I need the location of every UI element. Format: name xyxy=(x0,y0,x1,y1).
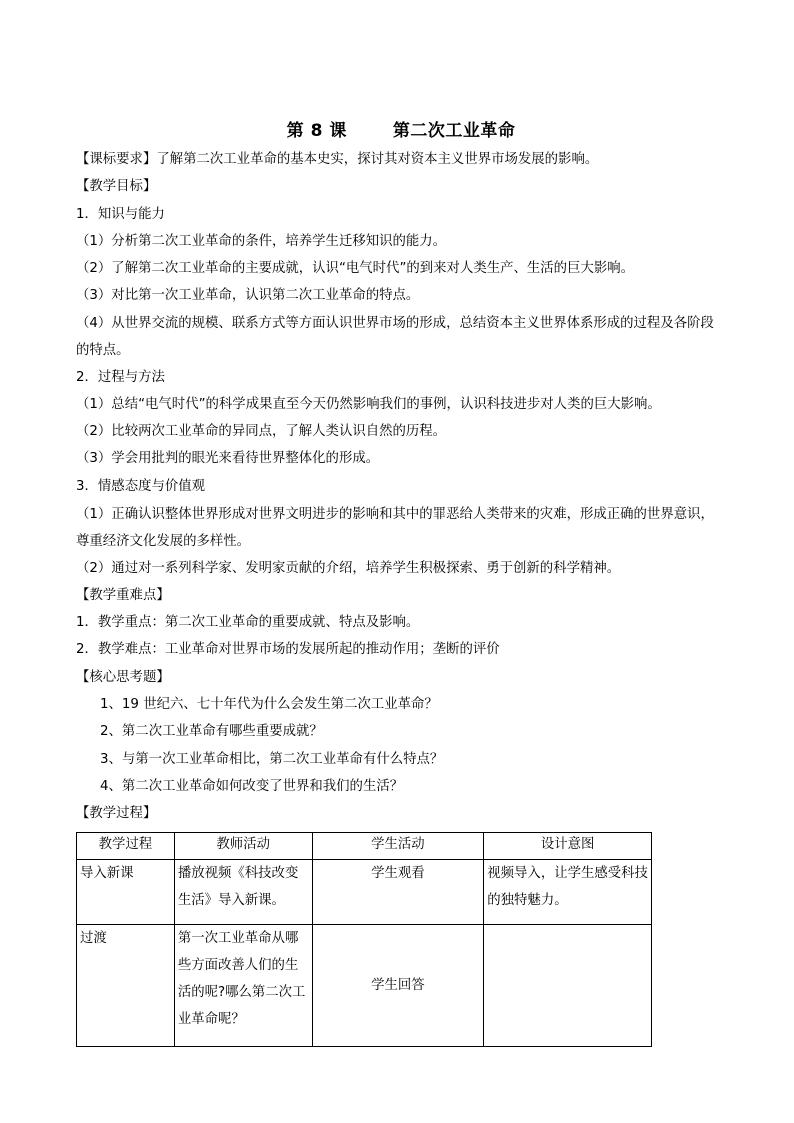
core-question-3: 3、与第一次工业革命相比，第二次工业革命有什么特点？ xyxy=(100,752,444,767)
knowledge-item-4: （4）从世界交流的规模、联系方式等方面认识世界市场的形成，总结资本主义世界体系形成的过程及各阶段的特点。 xyxy=(76,316,714,358)
row-student-activity: 学生回答 xyxy=(312,925,484,1047)
header-teacher-activity: 教师活动 xyxy=(174,833,312,860)
table-header-row xyxy=(77,833,652,860)
header-stage: 教学过程 xyxy=(77,833,175,860)
row-stage: 导入新课 xyxy=(77,860,175,925)
knowledge-item-1: （1）分析第二次工业革命的条件，培养学生迁移知识的能力。 xyxy=(76,234,447,249)
teaching-difficulty: 2．教学难点：工业革命对世界市场的发展所起的推动作用；垄断的评价 xyxy=(76,642,500,657)
row-stage: 过渡 xyxy=(77,925,175,1047)
knowledge-item-3: （3）对比第一次工业革命，认识第二次工业革命的特点。 xyxy=(76,288,420,303)
core-question-1: 1、19 世纪六、七十年代为什么会发生第二次工业革命？ xyxy=(100,697,438,712)
curriculum-standard-text: 了解第二次工业革命的基本史实，探讨其对资本主义世界市场发展的影响。 xyxy=(156,152,599,167)
knowledge-item-2: （2）了解第二次工业革命的主要成就，认识“电气时代”的到来对人类生产、生活的巨大影响。 xyxy=(76,261,635,276)
method-item-3: （3）学会用批判的眼光来看待世界整体化的形成。 xyxy=(76,451,380,466)
process-heading: 【教学过程】 xyxy=(76,806,157,821)
teaching-process-table xyxy=(76,832,652,1047)
emotion-item-1: （1）正确认识整体世界形成对世界文明进步的影响和其中的罪恶给人类带来的灾难，形成正确的世界意识，尊重经济文化发展的多样性。 xyxy=(76,507,714,549)
row-student-activity: 学生观看 xyxy=(312,860,484,925)
method-heading: 2．过程与方法 xyxy=(76,370,165,385)
row-design-purpose xyxy=(484,925,652,1047)
emotion-heading: 3．情感态度与价值观 xyxy=(76,479,206,494)
emotion-item-2: （2）通过对一系列科学家、发明家贡献的介绍，培养学生积极探索、勇于创新的科学精神。 xyxy=(76,561,621,576)
table-row xyxy=(77,860,652,925)
header-student-activity: 学生活动 xyxy=(312,833,484,860)
core-question-4: 4、第二次工业革命如何改变了世界和我们的生活？ xyxy=(100,779,404,794)
row-teacher-activity: 播放视频《科技改变生活》导入新课。 xyxy=(174,860,312,925)
row-teacher-activity: 第一次工业革命从哪些方面改善人们的生活的呢?哪么第二次工业革命呢？ xyxy=(174,925,312,1047)
method-item-2: （2）比较两次工业革命的异同点，了解人类认识自然的历程。 xyxy=(76,424,447,439)
header-design-purpose: 设计意图 xyxy=(484,833,652,860)
curriculum-standard-label: 【课标要求】 xyxy=(76,152,157,167)
goals-heading: 【教学目标】 xyxy=(76,179,157,194)
row-design-purpose: 视频导入，让学生感受科技的独特魅力。 xyxy=(484,860,652,925)
table-row xyxy=(77,925,652,1047)
knowledge-heading: 1．知识与能力 xyxy=(76,207,165,222)
method-item-1: （1）总结“电气时代”的科学成果直至今天仍然影响我们的事例，认识科技进步对人类的巨大影响。 xyxy=(76,397,661,412)
core-question-2: 2、第二次工业革命有哪些重要成就？ xyxy=(100,724,323,739)
teaching-focus: 1．教学重点：第二次工业革命的重要成就、特点及影响。 xyxy=(76,615,420,630)
curriculum-standard xyxy=(76,150,726,170)
lesson-name: 第二次工业革命 xyxy=(392,121,516,141)
lesson-title xyxy=(76,116,726,141)
lesson-number: 第 8 课 xyxy=(286,121,347,141)
key-points-heading: 【教学重难点】 xyxy=(76,588,170,603)
core-questions-heading: 【核心思考题】 xyxy=(76,670,170,685)
